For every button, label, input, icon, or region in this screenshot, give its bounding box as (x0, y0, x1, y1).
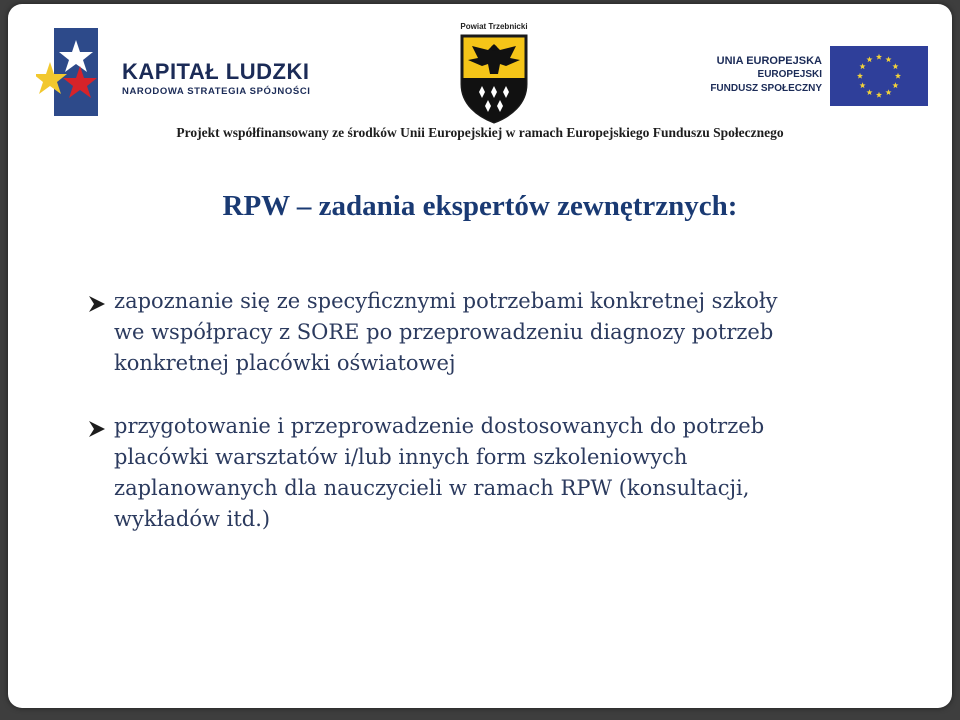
bullet-line: konkretnej placówki oświatowej (114, 351, 456, 375)
powiat-label: Powiat Trzebnicki (460, 22, 528, 31)
slide (8, 4, 952, 708)
bullet-line: we współpracy z SORE po przeprowadzeniu diagnozy potrzeb (114, 320, 774, 344)
bullet-item (78, 411, 938, 535)
kapital-ludzki-subtitle: NARODOWA STRATEGIA SPÓJNOŚCI (122, 86, 311, 97)
arrow-right-bullet-icon (86, 294, 108, 314)
kapital-ludzki-star-icon (36, 26, 116, 118)
slide-title: RPW – zadania ekspertów zewnętrznych: (222, 190, 738, 222)
bullet-text (114, 286, 938, 379)
eu-line-1: UNIA EUROPEJSKA (716, 55, 822, 67)
bullet-line: placówki warsztatów i/lub innych form szkoleniowych (114, 445, 688, 469)
bullet-text (114, 411, 938, 535)
kapital-ludzki-text (122, 60, 311, 97)
bullet-item (78, 286, 938, 379)
bullet-line: zapoznanie się ze specyficznymi potrzebami konkretnej szkoły (114, 289, 778, 313)
header-logos (8, 4, 952, 154)
eagle-shield-icon (458, 32, 530, 124)
arrow-right-bullet-icon (86, 419, 108, 439)
bullet-line: przygotowanie i przeprowadzenie dostosowanych do potrzeb (114, 414, 765, 438)
eu-line-2: EUROPEJSKI (757, 69, 822, 80)
eu-flag-icon (830, 46, 928, 106)
bullet-line: wykładów itd.) (114, 507, 271, 531)
bullet-line: zaplanowanych dla nauczycieli w ramach RPW (konsultacji, (114, 476, 750, 500)
cofinancing-notice: Projekt współfinansowany ze środków Unii Europejskiej w ramach Europejskiego Funduszu Społecznego (176, 125, 784, 140)
eu-text (676, 54, 822, 96)
kapital-ludzki-title: KAPITAŁ LUDZKI (122, 59, 310, 84)
eu-line-3: FUNDUSZ SPOŁECZNY (710, 83, 822, 94)
bullet-list (78, 286, 938, 535)
